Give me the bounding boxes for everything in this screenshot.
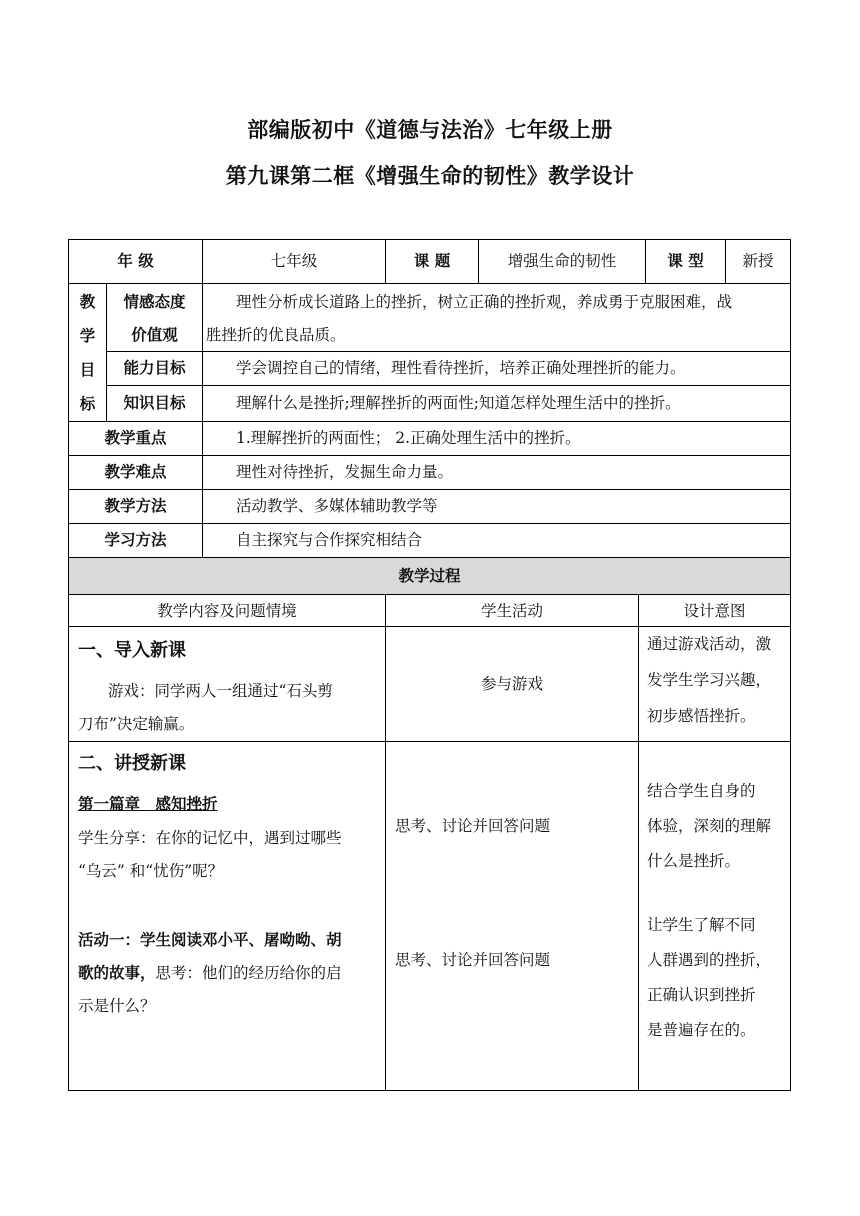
teaching-method-text: 活动教学、多媒体辅助教学等 — [236, 497, 438, 515]
section-2-intent-b-1: 让学生了解不同 — [647, 916, 756, 934]
emotion-goal-label-2: 价值观 — [131, 326, 178, 344]
ability-goal-label: 能力目标 — [123, 359, 186, 377]
process-heading: 教学过程 — [398, 567, 461, 585]
table-rule — [790, 239, 791, 1091]
section-2-activity-1: 思考、讨论并回答问题 — [395, 817, 551, 835]
section-2-intent-a-1: 结合学生自身的 — [647, 782, 756, 800]
ability-goal-text: 学会调控自己的情绪，理性看待挫折，培养正确处理挫折的能力。 — [236, 359, 686, 377]
section-2-intent-b-2: 人群遇到的挫折， — [647, 951, 772, 969]
activity-one-2-rest: 思考：他们的经历给你的启 — [155, 964, 342, 982]
goals-side-label-1: 教 — [79, 293, 96, 311]
section-2-intent-a-2: 体验，深刻的理解 — [647, 817, 772, 835]
table-rule — [638, 594, 639, 1091]
key-points-text: 1.理解挫折的两面性； 2.正确处理生活中的挫折。 — [236, 429, 581, 447]
section-1-text-2: 刀布”决定输赢。 — [78, 715, 195, 733]
document-title-line-2: 第九课第二框《增强生命的韧性》教学设计 — [225, 164, 635, 188]
process-col-activity: 学生活动 — [480, 602, 543, 620]
emotion-goal-text-1: 理性分析成长道路上的挫折，树立正确的挫折观，养成勇于克服困难，战 — [236, 293, 733, 311]
topic-value: 增强生命的韧性 — [507, 252, 617, 270]
table-rule — [68, 1090, 791, 1091]
section-1-heading: 一、导入新课 — [78, 640, 186, 661]
knowledge-goal-label: 知识目标 — [123, 394, 186, 412]
table-rule — [68, 283, 791, 284]
key-points-label: 教学重点 — [104, 429, 167, 447]
goals-side-label-3: 目 — [79, 361, 96, 379]
student-share-2: “乌云” 和“忧伤”呢？ — [78, 862, 224, 880]
goals-side-label-4: 标 — [79, 395, 96, 413]
emotion-goal-label-1: 情感态度 — [123, 293, 186, 311]
activity-one-3: 示是什么？ — [78, 997, 156, 1015]
emotion-goal-text-2: 胜挫折的优良品质。 — [206, 326, 346, 344]
grade-label: 年 级 — [117, 252, 154, 270]
section-1-intent-1: 通过游戏活动，激 — [647, 635, 772, 653]
activity-one-2-bold: 歌的故事， — [78, 964, 156, 982]
section-2-intent-b-3: 正确认识到挫折 — [647, 986, 756, 1004]
table-rule — [68, 557, 791, 558]
table-rule — [68, 741, 791, 742]
type-value: 新授 — [742, 252, 774, 270]
process-col-intent: 设计意图 — [683, 602, 746, 620]
section-2-intent-b-4: 是普遍存在的。 — [647, 1021, 756, 1039]
student-share-1: 学生分享：在你的记忆中，遇到过哪些 — [78, 829, 342, 847]
document-title-line-1: 部编版初中《道德与法治》七年级上册 — [247, 118, 613, 142]
section-2-activity-2: 思考、讨论并回答问题 — [395, 951, 551, 969]
difficult-points-text: 理性对待挫折，发掘生命力量。 — [236, 463, 454, 481]
section-1-activity: 参与游戏 — [480, 675, 543, 693]
section-1-intent-3: 初步感悟挫折。 — [647, 707, 756, 725]
section-2-intent-a-3: 什么是挫折。 — [647, 852, 741, 870]
goals-side-label-2: 学 — [79, 327, 96, 345]
type-label: 课 型 — [667, 252, 704, 270]
chapter-heading: 第一篇章 感知挫折 — [78, 795, 218, 813]
process-col-content: 教学内容及问题情境 — [157, 602, 297, 620]
section-1-intent-2: 发学生学习兴趣， — [647, 671, 772, 689]
study-method-text: 自主探究与合作探究相结合 — [236, 531, 423, 549]
table-rule — [68, 594, 69, 1091]
difficult-points-label: 教学难点 — [104, 463, 167, 481]
section-2-heading: 二、讲授新课 — [78, 753, 186, 774]
teaching-method-label: 教学方法 — [104, 497, 167, 515]
knowledge-goal-text: 理解什么是挫折;理解挫折的两面性;知道怎样处理生活中的挫折。 — [236, 394, 681, 412]
study-method-label: 学习方法 — [104, 531, 167, 549]
table-rule — [202, 283, 203, 557]
grade-value: 七年级 — [270, 252, 318, 270]
section-1-text-1: 游戏：同学两人一组通过“石头剪 — [108, 682, 333, 700]
activity-one-2 — [78, 956, 342, 990]
activity-one-1: 活动一：学生阅读邓小平、屠呦呦、胡 — [78, 931, 342, 949]
table-rule — [68, 239, 791, 240]
topic-label: 课 题 — [413, 252, 451, 270]
